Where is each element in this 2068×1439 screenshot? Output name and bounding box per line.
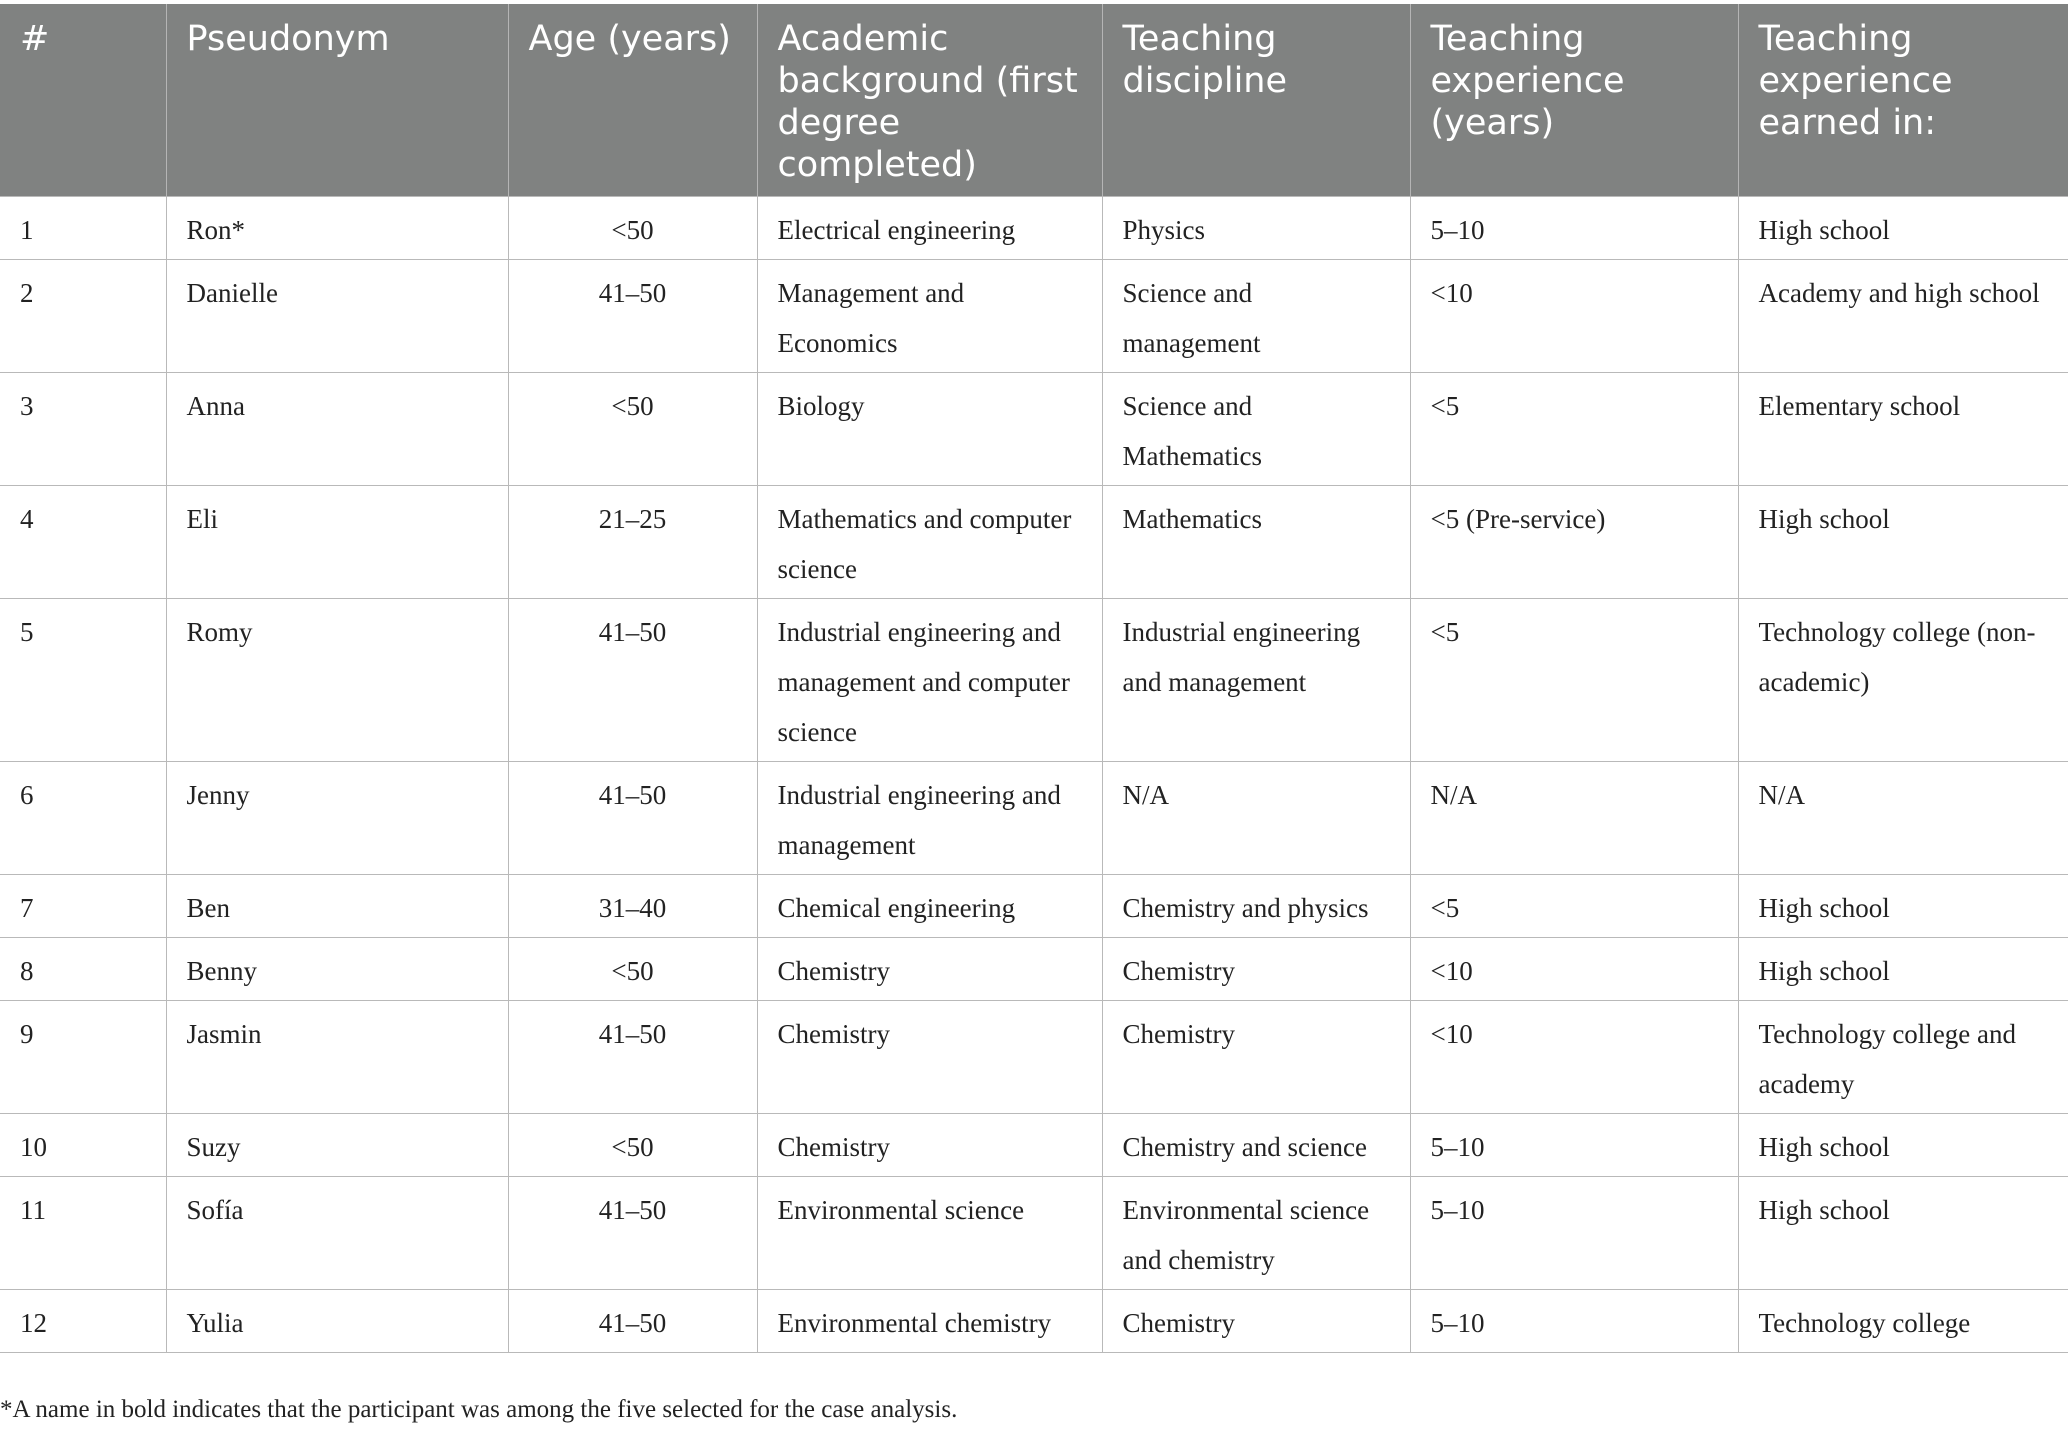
table-row xyxy=(0,486,2068,599)
table-row xyxy=(0,1177,2068,1290)
cell-pseudonym: Jasmin xyxy=(166,1001,508,1114)
header-academic-background: Academic background (first degree completed) xyxy=(757,4,1102,197)
table-body xyxy=(0,197,2068,1353)
cell-experience-earned-in: Technology college and academy xyxy=(1738,1001,2068,1114)
cell-age: 41–50 xyxy=(508,1001,757,1114)
cell-experience-earned-in: High school xyxy=(1738,1177,2068,1290)
cell-pseudonym: Eli xyxy=(166,486,508,599)
cell-academic-background: Chemistry xyxy=(757,938,1102,1001)
cell-teaching-experience: <5 xyxy=(1410,875,1738,938)
cell-teaching-discipline: Industrial engineering and management xyxy=(1102,599,1410,762)
cell-pseudonym: Romy xyxy=(166,599,508,762)
cell-experience-earned-in: Academy and high school xyxy=(1738,260,2068,373)
cell-experience-earned-in: Elementary school xyxy=(1738,373,2068,486)
table-row xyxy=(0,762,2068,875)
table-row xyxy=(0,1001,2068,1114)
cell-teaching-discipline: N/A xyxy=(1102,762,1410,875)
cell-academic-background: Mathematics and computer science xyxy=(757,486,1102,599)
table-row xyxy=(0,599,2068,762)
cell-academic-background: Industrial engineering and management and computer science xyxy=(757,599,1102,762)
cell-number: 12 xyxy=(0,1290,166,1353)
cell-number: 2 xyxy=(0,260,166,373)
cell-age: <50 xyxy=(508,938,757,1001)
cell-pseudonym: Anna xyxy=(166,373,508,486)
cell-number: 3 xyxy=(0,373,166,486)
header-number: # xyxy=(0,4,166,197)
table-row xyxy=(0,260,2068,373)
cell-age: <50 xyxy=(508,197,757,260)
header-pseudonym: Pseudonym xyxy=(166,4,508,197)
cell-academic-background: Industrial engineering and management xyxy=(757,762,1102,875)
cell-experience-earned-in: High school xyxy=(1738,486,2068,599)
table-row xyxy=(0,875,2068,938)
header-age: Age (years) xyxy=(508,4,757,197)
cell-number: 9 xyxy=(0,1001,166,1114)
table-row xyxy=(0,373,2068,486)
cell-age: 41–50 xyxy=(508,599,757,762)
cell-pseudonym: Ben xyxy=(166,875,508,938)
cell-teaching-experience: 5–10 xyxy=(1410,1290,1738,1353)
cell-academic-background: Chemical engineering xyxy=(757,875,1102,938)
cell-pseudonym: Suzy xyxy=(166,1114,508,1177)
table-row xyxy=(0,197,2068,260)
cell-teaching-discipline: Science and Mathematics xyxy=(1102,373,1410,486)
cell-age: <50 xyxy=(508,1114,757,1177)
cell-teaching-discipline: Chemistry xyxy=(1102,938,1410,1001)
cell-age: 31–40 xyxy=(508,875,757,938)
table-header xyxy=(0,4,2068,197)
cell-teaching-experience: 5–10 xyxy=(1410,1177,1738,1290)
cell-teaching-discipline: Chemistry and science xyxy=(1102,1114,1410,1177)
cell-pseudonym: Ron* xyxy=(166,197,508,260)
cell-teaching-experience: <10 xyxy=(1410,938,1738,1001)
cell-number: 5 xyxy=(0,599,166,762)
cell-pseudonym: Jenny xyxy=(166,762,508,875)
table-row xyxy=(0,1290,2068,1353)
cell-teaching-discipline: Chemistry xyxy=(1102,1001,1410,1114)
cell-teaching-discipline: Chemistry xyxy=(1102,1290,1410,1353)
cell-pseudonym: Yulia xyxy=(166,1290,508,1353)
cell-pseudonym: Sofía xyxy=(166,1177,508,1290)
cell-academic-background: Chemistry xyxy=(757,1001,1102,1114)
table-row xyxy=(0,938,2068,1001)
cell-teaching-discipline: Science and management xyxy=(1102,260,1410,373)
cell-age: 21–25 xyxy=(508,486,757,599)
cell-experience-earned-in: High school xyxy=(1738,1114,2068,1177)
cell-pseudonym: Danielle xyxy=(166,260,508,373)
cell-number: 4 xyxy=(0,486,166,599)
cell-teaching-discipline: Mathematics xyxy=(1102,486,1410,599)
cell-age: 41–50 xyxy=(508,762,757,875)
cell-experience-earned-in: High school xyxy=(1738,875,2068,938)
cell-experience-earned-in: Technology college xyxy=(1738,1290,2068,1353)
cell-age: <50 xyxy=(508,373,757,486)
cell-teaching-experience: <10 xyxy=(1410,1001,1738,1114)
cell-teaching-experience: <5 (Pre-service) xyxy=(1410,486,1738,599)
cell-academic-background: Environmental chemistry xyxy=(757,1290,1102,1353)
cell-number: 11 xyxy=(0,1177,166,1290)
cell-teaching-discipline: Chemistry and physics xyxy=(1102,875,1410,938)
cell-teaching-experience: <5 xyxy=(1410,599,1738,762)
header-teaching-experience: Teaching experience (years) xyxy=(1410,4,1738,197)
cell-teaching-experience: <10 xyxy=(1410,260,1738,373)
cell-academic-background: Environmental science xyxy=(757,1177,1102,1290)
cell-number: 8 xyxy=(0,938,166,1001)
header-row xyxy=(0,4,2068,197)
header-teaching-discipline: Teaching discipline xyxy=(1102,4,1410,197)
cell-academic-background: Chemistry xyxy=(757,1114,1102,1177)
cell-teaching-discipline: Environmental science and chemistry xyxy=(1102,1177,1410,1290)
cell-number: 10 xyxy=(0,1114,166,1177)
cell-number: 6 xyxy=(0,762,166,875)
cell-academic-background: Biology xyxy=(757,373,1102,486)
cell-experience-earned-in: High school xyxy=(1738,197,2068,260)
cell-age: 41–50 xyxy=(508,1290,757,1353)
cell-experience-earned-in: N/A xyxy=(1738,762,2068,875)
cell-number: 7 xyxy=(0,875,166,938)
cell-number: 1 xyxy=(0,197,166,260)
cell-age: 41–50 xyxy=(508,260,757,373)
cell-pseudonym: Benny xyxy=(166,938,508,1001)
header-experience-earned-in: Teaching experience earned in: xyxy=(1738,4,2068,197)
cell-experience-earned-in: Technology college (non-academic) xyxy=(1738,599,2068,762)
participants-table xyxy=(0,4,2068,1353)
cell-teaching-experience: N/A xyxy=(1410,762,1738,875)
table-footnote: *A name in bold indicates that the participant was among the five selected for the case analysis. xyxy=(0,1396,958,1423)
cell-academic-background: Management and Economics xyxy=(757,260,1102,373)
cell-teaching-experience: <5 xyxy=(1410,373,1738,486)
cell-teaching-experience: 5–10 xyxy=(1410,1114,1738,1177)
cell-teaching-experience: 5–10 xyxy=(1410,197,1738,260)
cell-teaching-discipline: Physics xyxy=(1102,197,1410,260)
table-row xyxy=(0,1114,2068,1177)
cell-academic-background: Electrical engineering xyxy=(757,197,1102,260)
cell-age: 41–50 xyxy=(508,1177,757,1290)
cell-experience-earned-in: High school xyxy=(1738,938,2068,1001)
